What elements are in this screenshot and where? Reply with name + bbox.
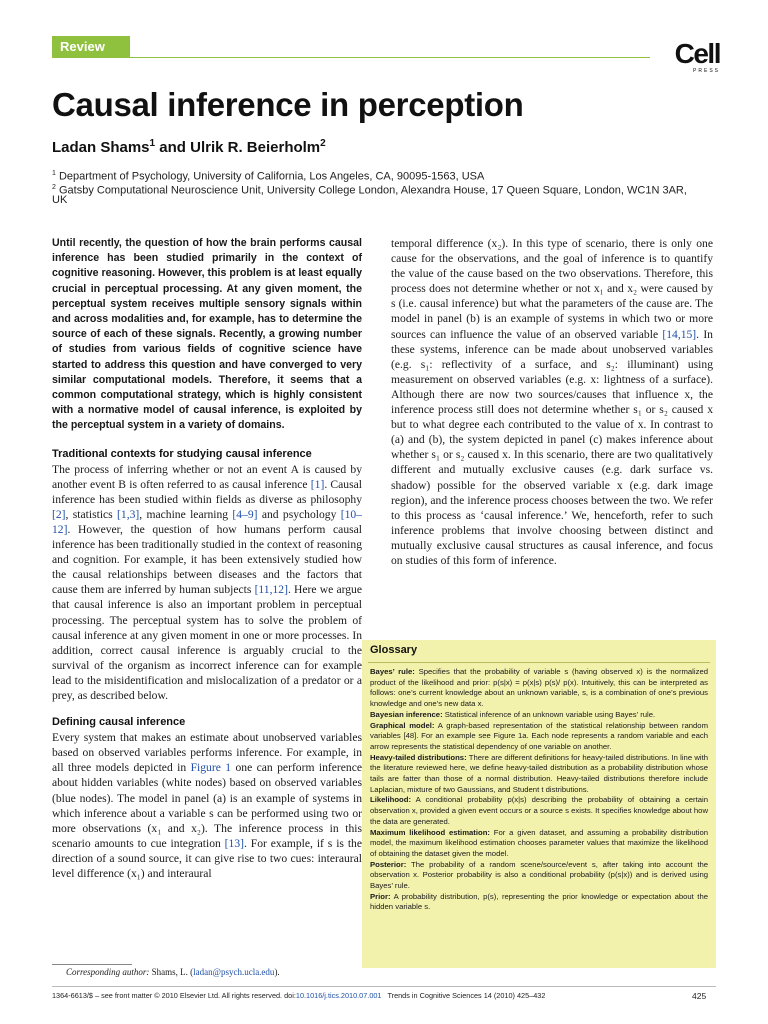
author-affil-sup: 2 (320, 138, 326, 149)
issn-text: 1364-6613/$ – see front matter © 2010 Elsevier Ltd. All rights reserved. doi: (52, 991, 296, 1000)
text-run: temporal difference (x₂). In this type of scenario, there is only one cause for the observations, and the goal of inference is to quantify the value of the cause based on the two observations. Therefore, this process does not determine whether or not x₁ and x₂ were caused by s (i.e. causal inference) but what the parameters of the cause are. The model in panel (b) is an example of systems in which two or more sources can influence the value of an observed variable (391, 237, 713, 341)
header-rule (130, 57, 650, 58)
body-paragraph (52, 462, 362, 704)
figure-link[interactable]: Figure 1 (190, 761, 232, 775)
text-run: , machine learning (139, 507, 233, 521)
article-title: Causal inference in perception (52, 86, 524, 123)
page-number: 425 (692, 991, 707, 1001)
glossary-title: Glossary (370, 644, 418, 656)
text-run: . For example, if s is the direction of a sound source, it can give rise to two cues: interaural level difference (x₁) and interaural (52, 836, 362, 880)
affiliation (52, 181, 687, 198)
glossary-entry (370, 710, 708, 721)
glossary-term: Likelihood: (370, 795, 411, 805)
glossary-term: Posterior: (370, 859, 407, 869)
glossary-definition: A conditional probability p(x|s) describing the probability of obtaining a certain observation x, provided a given event occurs or a source s exists. It specifies knowledge about how the data are generated. (370, 795, 708, 826)
reference-link[interactable]: [2] (52, 507, 66, 521)
text-run: The process of inferring whether or not an event A is caused by another event B is often referred to as causal inference (52, 462, 362, 491)
glossary-rule (368, 662, 710, 663)
glossary-definition: Statistical inference of an unknown variable using Bayes’ rule. (442, 709, 656, 719)
glossary-definition: For a given dataset, and assuming a probability distribution model, the maximum likelihood estimation chooses parameter values that maximize the likelihood of obtaining the dataset given the model. (370, 827, 708, 858)
author-name: Ladan Shams (52, 139, 150, 156)
author-affil-sup: 1 (149, 138, 156, 149)
left-column (52, 236, 362, 881)
author-join: and (155, 139, 191, 156)
glossary-entry (370, 795, 708, 827)
reference-link[interactable]: [14,15] (662, 327, 697, 341)
glossary-entry (370, 828, 708, 860)
text-run: . In these systems, inference can be made about unobserved variables (e.g. s₁: reflectivity of a surface, and s₂: illuminant) using measurement on observed variables (e.g. x: lightness of a surface). Although there are now two sources/causes that influence x, the inference process still does not determine whether s₁ or s₂ caused x but to what degree each contributed to the value of x. In contrast to (a) and (b), the system depicted in panel (c) makes inference about whether s₁ or s₂ caused x. In this scenario, there are two qualitatively different and mutually exclusive causes (e.g. dark surface vs. shadow) possible for the observed variable x (e.g. dark image region), and the inference process chooses between the two. We refer to this process as ‘causal inference.’ We, henceforth, refer to such inference problems that involve choosing between distinct and mutually exclusive causal structures as causal inference, and focus on studies of this form of inference. (391, 327, 713, 567)
glossary-definition: Specifies that the probability of variable s (having observed x) is the normalized product of the likelihood and prior: p(s|x) = p(x|s) p(s)/ p(x). Intuitively, this can be interpreted as follows: one’s current knowledge about an unknown variable, s, is a combination of one’s previous knowledge and one’s new data x. (370, 667, 708, 709)
logo-text: Cell (674, 38, 720, 69)
reference-link[interactable]: [11,12] (254, 583, 288, 597)
doi-link[interactable]: 10.1016/j.tics.2010.07.001 (295, 991, 382, 1000)
glossary-entry (370, 860, 708, 892)
footer-rule (52, 986, 716, 987)
glossary-term: Graphical model: (370, 720, 435, 730)
glossary-definition: A graph-based representation of the statistical relationship between random variables [48]. For an example see Figure 1a. Each node represents a random variable and each arrow represents the statistical dependency of one variable on another. (370, 720, 708, 751)
reference-link[interactable]: [10–12] (52, 507, 362, 537)
affiliation-text: UK (52, 194, 68, 206)
text-run: . Causal inference has been studied within fields as diverse as philosophy (52, 477, 362, 506)
glossary-term: Maximum likelihood estimation: (370, 827, 490, 837)
body-paragraph (52, 730, 362, 881)
glossary-term: Prior: (370, 891, 391, 901)
glossary-term: Heavy-tailed distributions: (370, 752, 467, 762)
glossary-box (362, 640, 716, 968)
corresponding-label: Corresponding author: (66, 967, 150, 977)
corresponding-text: Shams, L. ( (149, 967, 194, 977)
corresponding-end: ). (274, 967, 280, 977)
issn-line (52, 991, 545, 1000)
glossary-entry (370, 892, 708, 913)
text-run: Every system that makes an estimate about unobserved variables based on observed variables performs inference. For example, in all three models depicted in (52, 731, 362, 775)
glossary-term: Bayesian inference: (370, 709, 443, 719)
section-heading: Traditional contexts for studying causal inference (52, 447, 312, 460)
text-run: one can perform inference about hidden variables (white nodes) based on observed variables (blue nodes). The model in panel (a) is an example of systems in which inference about a variable s can be performed using two or more observations (x₁ and x₂). The inference process in this scenario amounts to cue integration (52, 761, 363, 850)
email-link[interactable]: ladan@psych.ucla.edu (193, 967, 275, 977)
text-run: . However, the question of how humans perform causal inference has been traditionally studied in the context of reasoning and cognition. For example, it has been extensively studied how the causal relationships between diseases and the factors that cause them are inferred by human subjects (52, 523, 362, 597)
right-column (391, 236, 713, 568)
cell-press-logo (660, 40, 720, 76)
glossary-term: Bayes’ rule: (370, 667, 415, 676)
journal-citation: Trends in Cognitive Sciences 14 (2010) 425–432 (381, 991, 546, 1000)
glossary-definition: There are different definitions for heavy-tailed distributions. In line with the literature reviewed here, we define heavy-tailed distribution as a probability distribution whose tails are fatter than those of a normal distribution. Heavy-tailed distributions therefore include Laplacian, mixture of two Gaussians, and Student t distributions. (370, 752, 709, 794)
footnote-rule (52, 964, 132, 965)
affiliation-text: Gatsby Computational Neuroscience Unit, University College London, Alexandra House, 17 Queen Square, London, WC1N 3AR, (58, 184, 687, 197)
text-run: . Here we argue that causal inference is also an important problem in perceptual processing. The perceptual system has to solve the problem of causal inference at any given moment in one or more processes. In addition, correct causal inference is arguably crucial to the survival of the organism as incorrect inference can for example lead to the misidentification and mislocalization of a predator or a prey, as described below. (52, 583, 362, 703)
glossary-entry (370, 753, 708, 796)
section-tag: Review (52, 36, 130, 58)
author-line (52, 138, 326, 156)
glossary-definition: A probability distribution, p(s), representing the prior knowledge or expectation about the hidden variable s. (370, 891, 708, 912)
text-run: , statistics (65, 507, 118, 521)
text-run: and psychology (257, 507, 341, 521)
affiliation-sup: 1 (52, 170, 56, 177)
affiliation (52, 194, 67, 207)
glossary-entry (370, 667, 708, 710)
logo-subtext: PRESS (693, 68, 720, 74)
abstract: Until recently, the question of how the brain performs causal inference has been studied primarily in the context of cognitive reasoning. However, this problem is at least equally crucial in perceptual processing. At any given moment, the perceptual system receives multiple sensory signals within and across modalities and, for example, has to determine the source of each of these signals. Recently, a growing number of studies from various fields of cognitive science have started to address this question and have converged to very similar computational models. Therefore, it seems that a common computational strategy, which is highly consistent with a normative model of causal inference, is exploited by the perceptual system in a variety of domains. (52, 237, 362, 432)
reference-link[interactable]: [1,3] (117, 507, 140, 521)
reference-link[interactable]: [13] (224, 836, 244, 850)
section-heading: Defining causal inference (52, 716, 186, 729)
glossary-entry (370, 721, 708, 753)
affiliation-sup: 2 (52, 184, 56, 191)
affiliation-text: Department of Psychology, University of California, Los Angeles, CA, 90095-1563, USA (58, 170, 485, 183)
author-name: Ulrik R. Beierholm (190, 139, 321, 156)
glossary-list (370, 667, 708, 913)
reference-link[interactable]: [4–9] (232, 507, 258, 521)
corresponding-author-note (66, 967, 280, 977)
reference-link[interactable]: [1] (310, 477, 325, 491)
body-paragraph (391, 236, 713, 568)
glossary-definition: The probability of a random scene/source/event s, after taking into account the observation x. Posterior probability is also a conditional probability (p(s|x)) and is derived using Bayes’ rule. (370, 859, 708, 891)
